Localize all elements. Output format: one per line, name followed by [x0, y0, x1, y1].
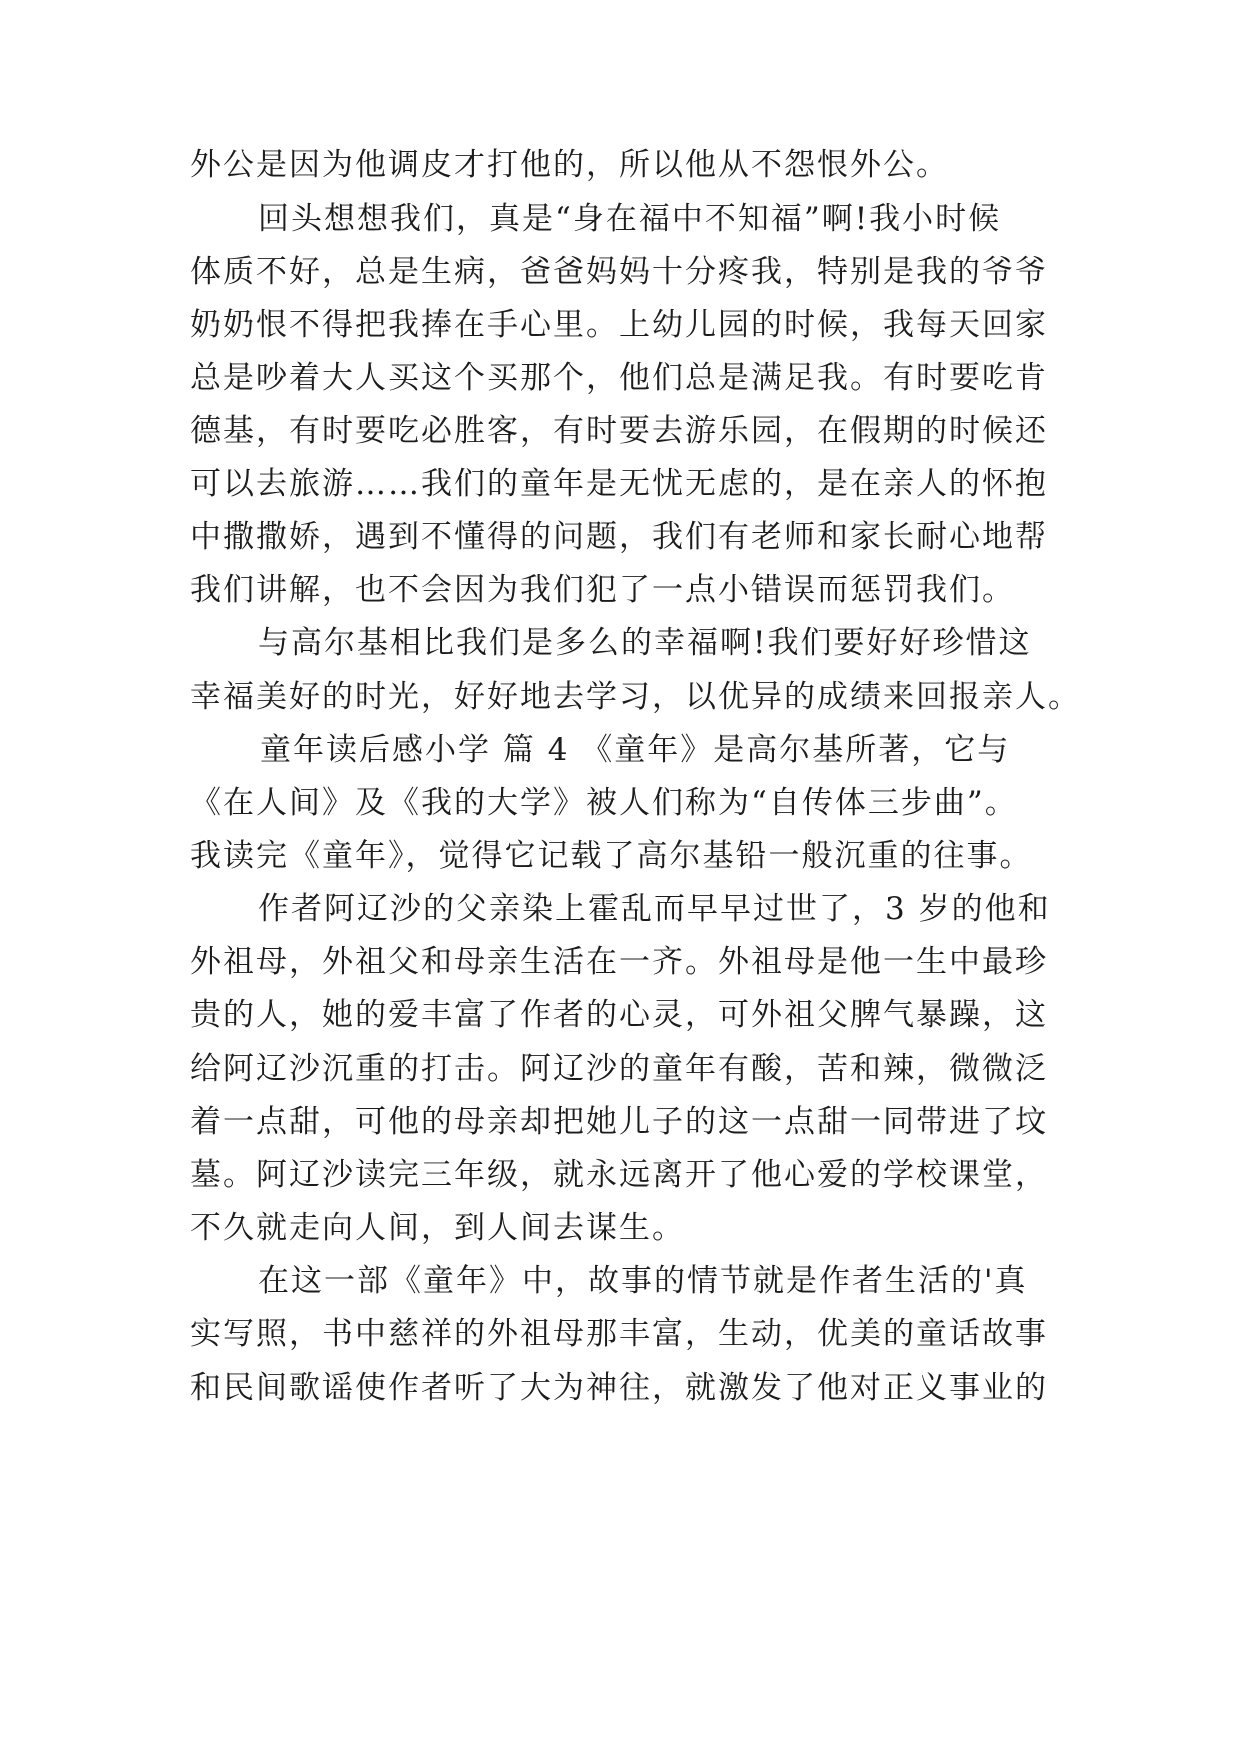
- text-line: 中撒撒娇，遇到不懂得的问题，我们有老师和家长耐心地帮: [190, 519, 1048, 555]
- text-line: 德基，有时要吃必胜客，有时要去游乐园，在假期的时候还: [190, 413, 1048, 449]
- text-line: 我们讲解，也不会因为我们犯了一点小错误而惩罚我们。: [190, 572, 1015, 608]
- text-line: 给阿辽沙沉重的打击。阿辽沙的童年有酸，苦和辣，微微泛: [190, 1051, 1048, 1087]
- text-line: 我读完《童年》，觉得它记载了高尔基铅一般沉重的往事。: [190, 838, 1033, 874]
- text-line: 外祖母，外祖父和母亲生活在一齐。外祖母是他一生中最珍: [190, 944, 1048, 980]
- text-line: 回头想想我们，真是“身在福中不知福”啊!我小时候: [258, 201, 1002, 237]
- text-line: 实写照，书中慈祥的外祖母那丰富，生动，优美的童话故事: [190, 1316, 1048, 1352]
- section-heading-line: 童年读后感小学 篇 4 《童年》是高尔基所著，它与: [260, 732, 1011, 768]
- text-line: 奶奶恨不得把我捧在手心里。上幼儿园的时候，我每天回家: [190, 307, 1048, 343]
- text-line: 不久就走向人间，到人间去谋生。: [190, 1210, 685, 1246]
- text-line: 在这一部《童年》中，故事的情节就是作者生活的'真: [258, 1263, 1028, 1299]
- text-line: 可以去旅游……我们的童年是无忧无虑的，是在亲人的怀抱: [190, 466, 1048, 502]
- text-line: 着一点甜，可他的母亲却把她儿子的这一点甜一同带进了坟: [190, 1104, 1048, 1140]
- text-line: 和民间歌谣使作者听了大为神往，就激发了他对正义事业的: [190, 1370, 1048, 1406]
- text-line: 《在人间》及《我的大学》被人们称为“自传体三步曲”。: [190, 785, 1018, 821]
- text-line: 墓。阿辽沙读完三年级，就永远离开了他心爱的学校课堂，: [190, 1157, 1048, 1193]
- text-line: 贵的人，她的爱丰富了作者的心灵，可外祖父脾气暴躁，这: [190, 997, 1048, 1033]
- text-line: 作者阿辽沙的父亲染上霍乱而早早过世了，3 岁的他和: [258, 891, 1051, 927]
- text-line: 幸福美好的时光，好好地去学习，以优异的成绩来回报亲人。: [190, 679, 1081, 715]
- text-line: 总是吵着大人买这个买那个，他们总是满足我。有时要吃肯: [190, 360, 1048, 396]
- text-line: 体质不好，总是生病，爸爸妈妈十分疼我，特别是我的爷爷: [190, 254, 1048, 290]
- text-line: 外公是因为他调皮才打他的，所以他从不怨恨外公。: [190, 147, 949, 183]
- text-line: 与高尔基相比我们是多么的幸福啊!我们要好好珍惜这: [258, 625, 1032, 661]
